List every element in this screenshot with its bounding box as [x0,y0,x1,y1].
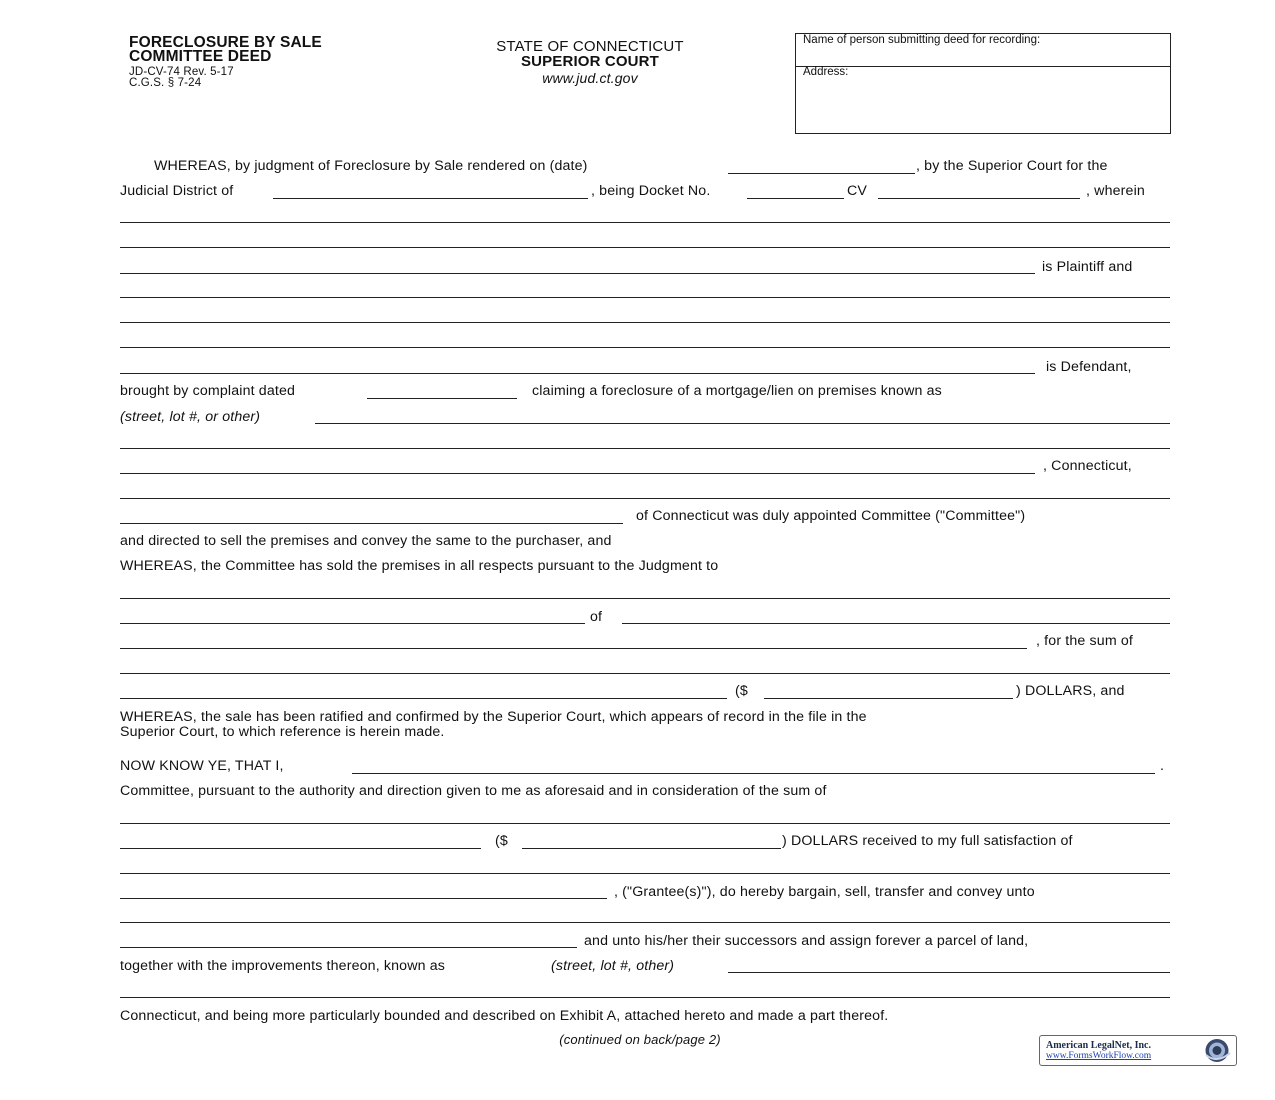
submitter-box [795,33,1171,134]
successors-text: and unto his/her their successors and assign forever a parcel of land, [584,933,1029,949]
form-number: JD-CV-74 Rev. 5-17 [129,66,234,78]
sale-sum-line-1[interactable] [120,673,1170,674]
defendant-line-3[interactable] [120,347,1170,348]
whereas-ratified-line-2: Superior Court, to which reference is herein made. [120,724,445,740]
grantees-convey-text: , ("Grantee(s)"), do hereby bargain, sell, transfer and convey unto [614,884,1035,900]
together-text: together with the improvements thereon, known as [120,958,446,974]
premises-line-2[interactable] [120,448,1170,449]
committee-line-2[interactable] [120,523,623,524]
address-label: Address: [803,66,849,78]
plaintiff-line-2[interactable] [120,247,1170,248]
superior-court-text: , by the Superior Court for the [916,158,1108,174]
committee-pursuant-text: Committee, pursuant to the authority and direction given to me as aforesaid and in consideration of the sum of [120,783,827,799]
defendant-line-2[interactable] [120,322,1170,323]
complaint-date-field[interactable] [367,398,517,399]
premises-line-1[interactable] [315,423,1170,424]
globe-icon [1200,1037,1234,1064]
directed-to-sell-text: and directed to sell the premises and convey the same to the purchaser, and [120,533,612,549]
whereas-sold-text: WHEREAS, the Committee has sold the premises in all respects pursuant to the Judgment to [120,558,719,574]
purchaser-line-1[interactable] [120,598,1170,599]
continued-note: (continued on back/page 2) [559,1032,721,1047]
sale-sum-words-field[interactable] [120,698,727,699]
of-label: of [590,609,603,625]
parcel-address-field[interactable] [728,972,1170,973]
exhibit-a-text: Connecticut, and being more particularly bounded and described on Exhibit A, attached hereto and made a part thereof. [120,1008,889,1024]
dollar-open-2: ($ [495,833,508,849]
duly-appointed-text: of Connecticut was duly appointed Committee ("Committee") [636,508,1026,524]
consideration-line-1[interactable] [120,823,1170,824]
wherein-text: , wherein [1086,183,1145,199]
complaint-dated-label: brought by complaint dated [120,383,296,399]
submitter-label: Name of person submitting deed for recording: [803,34,1041,46]
cv-number-field[interactable] [878,198,1080,199]
whereas-judgment-text: WHEREAS, by judgment of Foreclosure by Sale rendered on (date) [154,158,588,174]
defendant-line-1[interactable] [120,297,1170,298]
defendant-line-4[interactable] [120,373,1035,374]
period-mark: . [1160,758,1165,774]
judicial-district-label: Judicial District of [120,183,234,199]
connecticut-comma-text: , Connecticut, [1043,458,1132,474]
grantee-line-3[interactable] [120,922,1170,923]
consideration-words-field[interactable] [120,848,481,849]
committee-name-field[interactable] [352,773,1155,774]
is-plaintiff-text: is Plaintiff and [1042,259,1133,275]
plaintiff-line-1[interactable] [120,222,1170,223]
logo-url[interactable]: www.FormsWorkFlow.com [1046,1051,1152,1061]
purchaser-address-field[interactable] [622,623,1170,624]
committee-line-1[interactable] [120,498,1170,499]
purchaser-line-3[interactable] [120,648,1027,649]
judgment-date-field[interactable] [728,173,915,174]
form-title-line-2: COMMITTEE DEED [129,48,272,65]
statute-reference: C.G.S. § 7-24 [129,77,202,89]
now-know-ye-text: NOW KNOW YE, THAT I, [120,758,284,774]
dollars-and-text: ) DOLLARS, and [1016,683,1125,699]
grantee-line-2[interactable] [120,898,607,899]
street-lot-hint-1: (street, lot #, or other) [120,409,261,425]
grantee-line-1[interactable] [120,873,1170,874]
consideration-amount-field[interactable] [522,848,781,849]
court-name: SUPERIOR COURT [521,53,659,70]
judicial-district-field[interactable] [273,198,588,199]
is-defendant-text: is Defendant, [1046,359,1132,375]
logo-company-name: American LegalNet, Inc. [1046,1040,1151,1051]
form-title-line-1: FORECLOSURE BY SALE [129,34,322,51]
plaintiff-line-3[interactable] [120,273,1035,274]
whereas-ratified-line-1: WHEREAS, the sale has been ratified and confirmed by the Superior Court, which appears of record in the file in the [120,709,867,725]
state-name: STATE OF CONNECTICUT [496,38,684,55]
purchaser-name-field[interactable] [120,623,585,624]
docket-label: , being Docket No. [591,183,711,199]
claiming-foreclosure-text: claiming a foreclosure of a mortgage/lien on premises known as [532,383,942,399]
parcel-line-2[interactable] [120,997,1170,998]
court-website: www.jud.ct.gov [542,70,638,86]
dollars-received-text: ) DOLLARS received to my full satisfaction of [782,833,1073,849]
cv-label: CV [847,183,868,199]
dollar-open-1: ($ [735,683,748,699]
grantee-line-4[interactable] [120,947,577,948]
for-sum-text: , for the sum of [1036,633,1134,649]
docket-number-field[interactable] [747,198,844,199]
american-legalnet-logo[interactable] [1039,1035,1237,1066]
sale-sum-amount-field[interactable] [764,698,1013,699]
submitter-divider [796,66,1170,67]
street-lot-hint-2: (street, lot #, other) [551,958,675,974]
premises-line-3[interactable] [120,473,1035,474]
